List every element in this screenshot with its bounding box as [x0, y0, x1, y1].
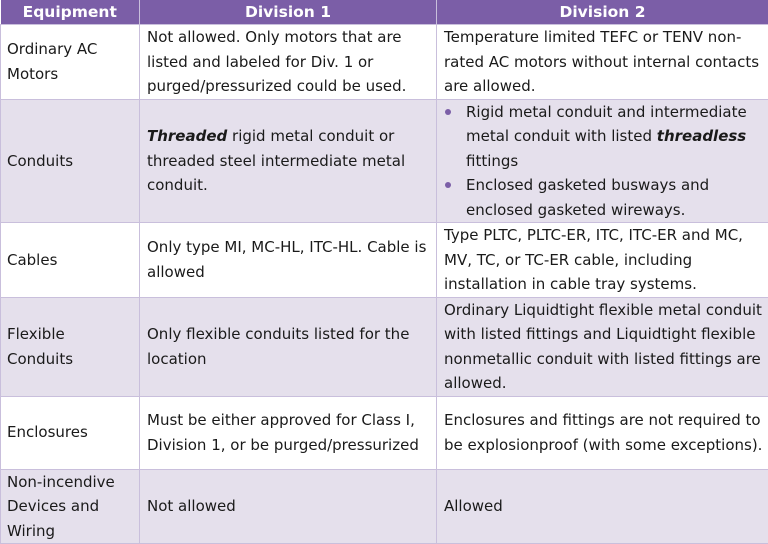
division-2-cell: Enclosures and fittings are not required to be explosionproof (with some exceptions). [437, 396, 768, 469]
bullet-list [437, 100, 763, 223]
table-header [1, 0, 768, 25]
equipment-cell: Conduits [1, 99, 140, 223]
division-2-cell: Temperature limited TEFC or TENV non-rated AC motors without internal contacts are allowed. [437, 25, 768, 100]
division-1-cell: Must be either approved for Class I, Division 1, or be purged/pressurized [140, 396, 437, 469]
division-1-cell [140, 99, 437, 223]
table-row-non-incendive-devices [1, 469, 768, 544]
table-row-flexible-conduits [1, 297, 768, 396]
cell-text: rigid metal conduit or threaded steel intermediate metal conduit. [147, 127, 405, 194]
division-2-cell: Ordinary Liquidtight flexible metal conduit with listed fittings and Liquidtight flexible nonmetallic conduit with listed fittings are allowed. [437, 297, 768, 396]
table-row-conduits [1, 99, 768, 223]
bullet-text: Rigid metal conduit and intermediate metal conduit with listed [466, 103, 747, 146]
table-row-ordinary-ac-motors [1, 25, 768, 100]
division-2-cell: Type PLTC, PLTC-ER, ITC, ITC-ER and MC, MV, TC, or TC-ER cable, including installation in cable tray systems. [437, 223, 768, 298]
emphasis-text: threadless [657, 127, 746, 145]
table-row-cables [1, 223, 768, 298]
division-1-cell: Only flexible conduits listed for the location [140, 297, 437, 396]
header-division-1: Division 1 [140, 0, 437, 25]
division-1-cell: Not allowed. Only motors that are listed and labeled for Div. 1 or purged/pressurized could be used. [140, 25, 437, 100]
header-equipment: Equipment [1, 0, 140, 25]
bullet-text: Enclosed gasketed busways and enclosed gasketed wireways. [466, 176, 709, 219]
division-2-cell [437, 99, 768, 223]
bullet-text: fittings [466, 152, 518, 170]
bullet-item [437, 100, 763, 174]
equipment-cell: Enclosures [1, 396, 140, 469]
division-2-cell: Allowed [437, 469, 768, 544]
equipment-cell: Cables [1, 223, 140, 298]
header-row [1, 0, 768, 25]
header-division-2: Division 2 [437, 0, 768, 25]
equipment-cell: Ordinary AC Motors [1, 25, 140, 100]
table-row-enclosures [1, 396, 768, 469]
emphasis-text: Threaded [147, 127, 227, 145]
equipment-cell: Flexible Conduits [1, 297, 140, 396]
equipment-cell: Non-incendive Devices and Wiring [1, 469, 140, 544]
division-1-cell: Not allowed [140, 469, 437, 544]
division-1-cell: Only type MI, MC-HL, ITC-HL. Cable is allowed [140, 223, 437, 298]
bullet-item [437, 173, 763, 222]
